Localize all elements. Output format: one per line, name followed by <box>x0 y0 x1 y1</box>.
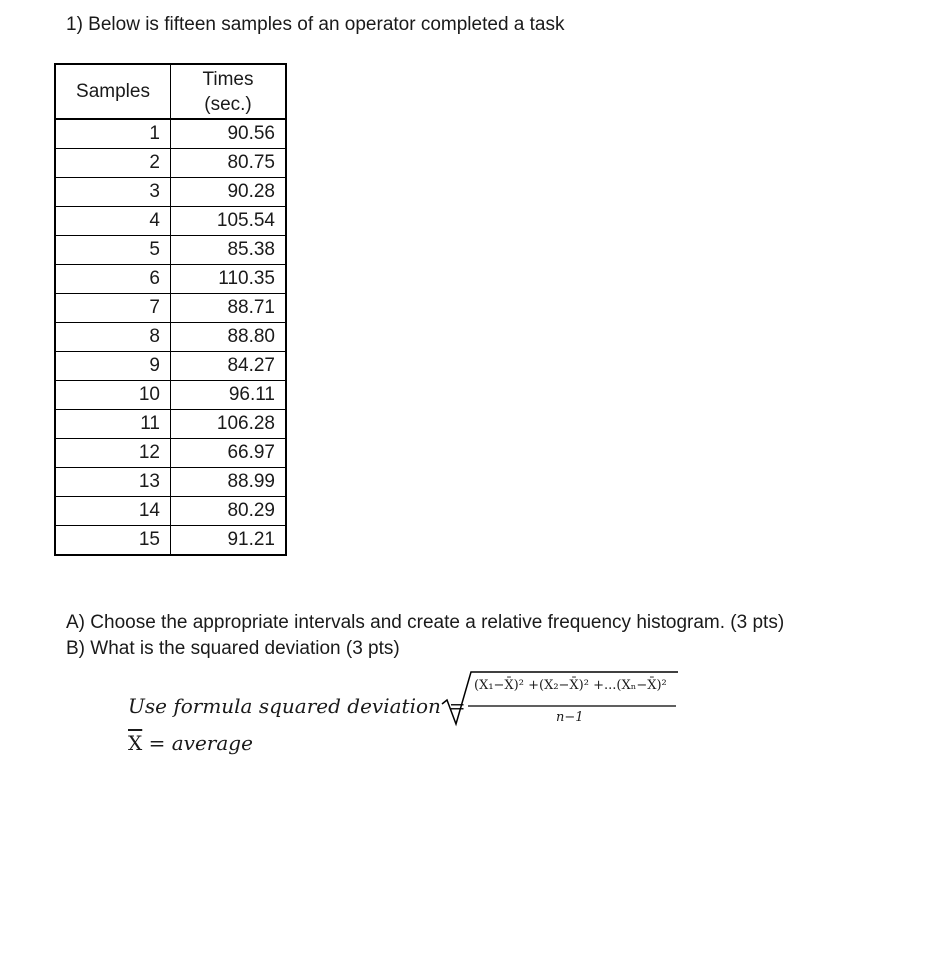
part-b-text: B) What is the squared deviation (3 pts) <box>66 638 400 659</box>
header-times <box>171 64 287 119</box>
formula-label: Use formula squared deviation <box>128 694 441 718</box>
table-row <box>55 439 286 468</box>
sample-number-cell: 11 <box>55 410 171 439</box>
table-row <box>55 119 286 149</box>
formula-line <box>128 694 472 718</box>
sample-number-cell: 15 <box>55 526 171 556</box>
sample-number-cell: 13 <box>55 468 171 497</box>
x-bar-symbol: $\overline{X}$ <box>128 731 143 755</box>
part-a-text: A) Choose the appropriate intervals and create a relative frequency histogram. (3 pts) <box>66 612 785 633</box>
time-value-cell: 88.80 <box>171 323 287 352</box>
sample-number-cell: 6 <box>55 265 171 294</box>
sample-number-cell: 9 <box>55 352 171 381</box>
sample-number-cell: 14 <box>55 497 171 526</box>
sample-number-cell: 8 <box>55 323 171 352</box>
table-row <box>55 381 286 410</box>
sample-number-cell: 12 <box>55 439 171 468</box>
average-definition <box>128 731 253 755</box>
table-row <box>55 236 286 265</box>
average-label: = average <box>148 731 253 755</box>
table-row <box>55 207 286 236</box>
table-body <box>55 119 286 555</box>
time-value-cell: 90.56 <box>171 119 287 149</box>
sample-number-cell: 3 <box>55 178 171 207</box>
table-header-row <box>55 64 286 119</box>
sample-number-cell: 5 <box>55 236 171 265</box>
table-row <box>55 410 286 439</box>
table-row <box>55 468 286 497</box>
sample-number-cell: 10 <box>55 381 171 410</box>
sample-number-cell: 1 <box>55 119 171 149</box>
sample-number-cell: 2 <box>55 149 171 178</box>
question-title: 1) Below is fifteen samples of an operator completed a task <box>66 14 565 35</box>
header-samples: Samples <box>55 64 171 119</box>
formula-denominator: n−1 <box>556 710 584 725</box>
formula-equals: = <box>448 694 466 718</box>
samples-table <box>54 63 287 556</box>
time-value-cell: 106.28 <box>171 410 287 439</box>
time-value-cell: 80.75 <box>171 149 287 178</box>
header-times-line2: (sec.) <box>204 93 252 115</box>
time-value-cell: 96.11 <box>171 381 287 410</box>
header-times-line1: Times <box>202 68 254 90</box>
table-row <box>55 323 286 352</box>
time-value-cell: 91.21 <box>171 526 287 556</box>
table-row <box>55 265 286 294</box>
time-value-cell: 66.97 <box>171 439 287 468</box>
time-value-cell: 88.71 <box>171 294 287 323</box>
time-value-cell: 84.27 <box>171 352 287 381</box>
sample-number-cell: 7 <box>55 294 171 323</box>
time-value-cell: 80.29 <box>171 497 287 526</box>
formula-numerator: (X₁−X̄)² +(X₂−X̄)² +...(Xₙ−X̄)² <box>474 678 667 693</box>
table-row <box>55 352 286 381</box>
time-value-cell: 110.35 <box>171 265 287 294</box>
sample-number-cell: 4 <box>55 207 171 236</box>
time-value-cell: 105.54 <box>171 207 287 236</box>
time-value-cell: 90.28 <box>171 178 287 207</box>
table-row <box>55 497 286 526</box>
time-value-cell: 85.38 <box>171 236 287 265</box>
table-row <box>55 178 286 207</box>
time-value-cell: 88.99 <box>171 468 287 497</box>
table-row <box>55 294 286 323</box>
table-row <box>55 149 286 178</box>
table-row <box>55 526 286 556</box>
